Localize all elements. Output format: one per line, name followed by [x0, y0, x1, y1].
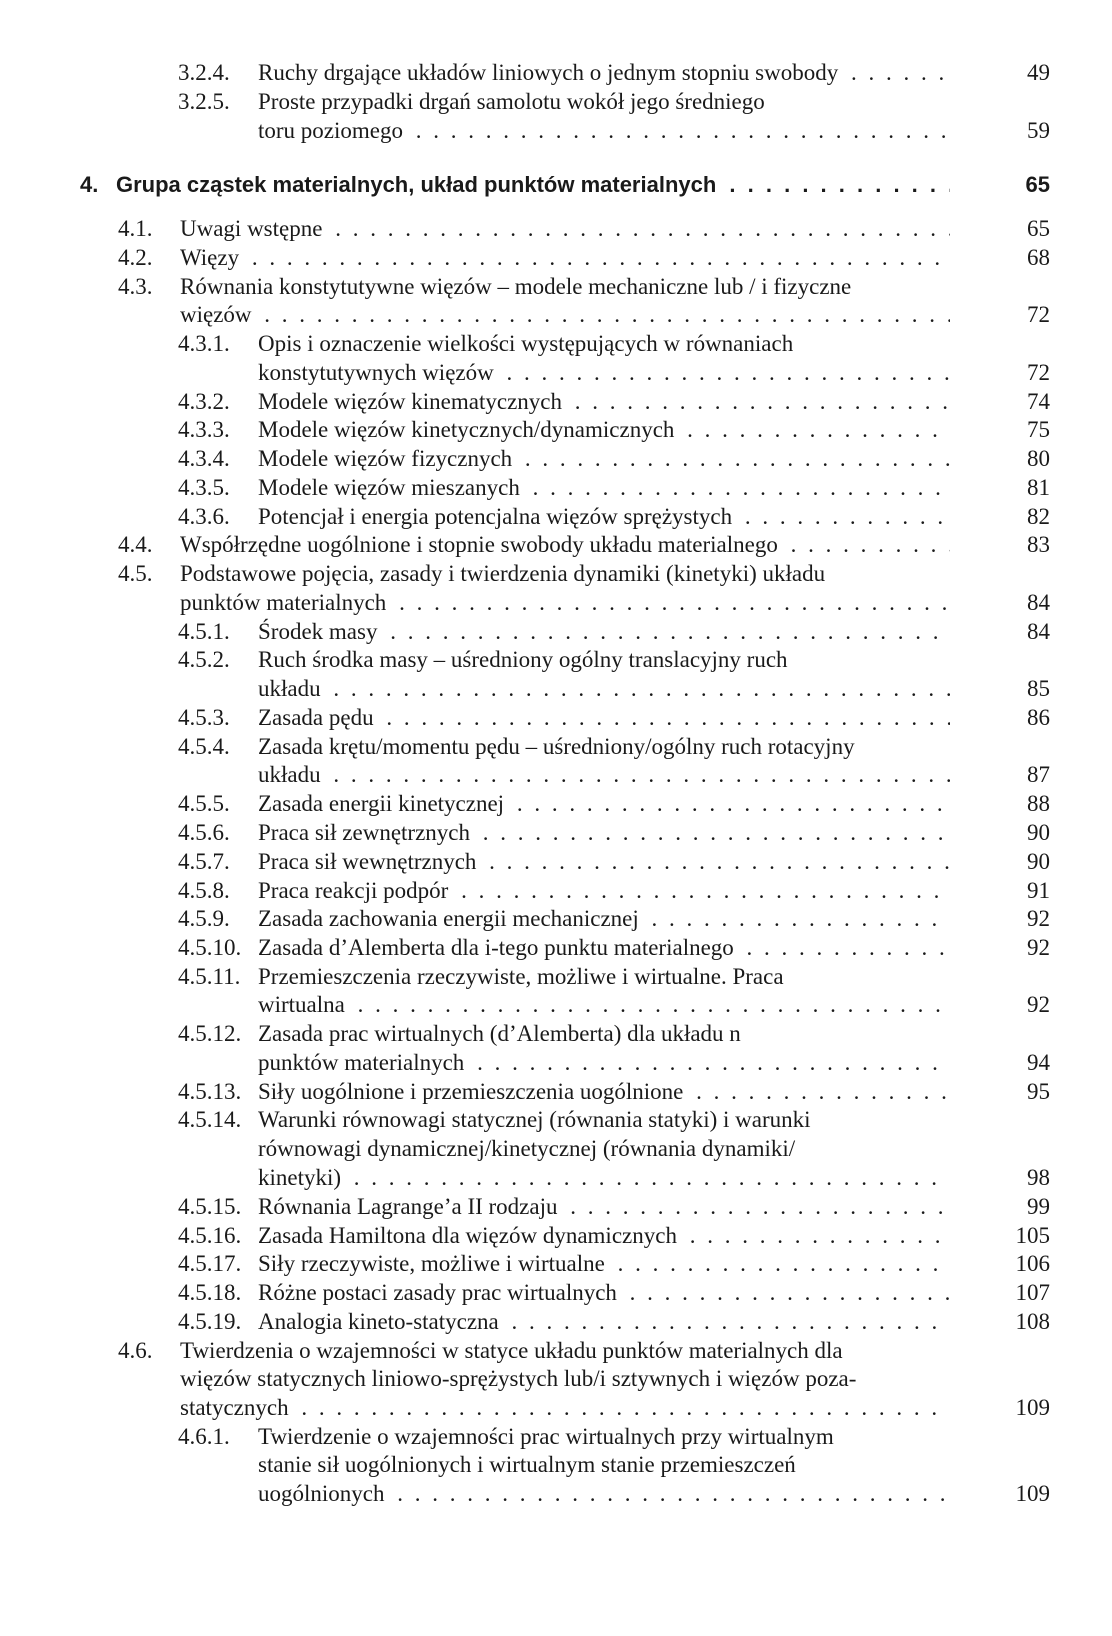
section-number: 4.5.13. — [178, 1079, 242, 1104]
section-number: 4.5. — [118, 561, 153, 586]
page-number: 95 — [1027, 1079, 1050, 1104]
toc-entry[interactable] — [0, 703, 1112, 733]
section-number: 4.5.4. — [178, 734, 230, 759]
page-number: 87 — [1027, 762, 1050, 787]
section-title: uogólnionych . . . — [258, 1479, 950, 1509]
section-title: Więzy . . . — [180, 243, 950, 273]
page-number: 94 — [1027, 1050, 1050, 1075]
section-number: 4.3.1. — [178, 331, 230, 356]
section-title: Równania Lagrange’a II rodzaju . . . — [258, 1192, 950, 1222]
toc-entry[interactable] — [0, 170, 1112, 200]
section-number: 4.5.11. — [178, 964, 241, 989]
section-number: 4.3.5. — [178, 475, 230, 500]
section-number: 4.5.1. — [178, 619, 230, 644]
toc-entry[interactable] — [0, 1019, 1112, 1049]
section-title: Praca sił wewnętrznych . . . — [258, 847, 950, 877]
toc-entry[interactable] — [0, 732, 1112, 762]
toc-entry[interactable] — [0, 87, 1112, 117]
page-number: 92 — [1027, 906, 1050, 931]
page-number: 65 — [1025, 172, 1050, 197]
toc-entry[interactable] — [0, 933, 1112, 963]
toc-entry[interactable] — [0, 1221, 1112, 1251]
page-number: 72 — [1027, 360, 1050, 385]
section-number: 4.5.15. — [178, 1194, 242, 1219]
section-title: Warunki równowagi statycznej (równania statyki) i warunki — [258, 1105, 950, 1135]
toc-entry[interactable] — [0, 58, 1112, 88]
toc-entry[interactable] — [0, 387, 1112, 417]
page-number: 98 — [1027, 1165, 1050, 1190]
section-number: 4.2. — [118, 245, 153, 270]
page-number: 49 — [1027, 60, 1050, 85]
toc-entry[interactable] — [0, 1307, 1112, 1337]
toc-entry[interactable] — [0, 502, 1112, 532]
page-number: 92 — [1027, 935, 1050, 960]
toc-entry[interactable] — [0, 1134, 1112, 1164]
page-number: 81 — [1027, 475, 1050, 500]
toc-entry[interactable] — [0, 473, 1112, 503]
toc-entry[interactable] — [0, 1422, 1112, 1452]
page-number: 106 — [1015, 1251, 1050, 1276]
page-number: 83 — [1027, 532, 1050, 557]
toc-entry[interactable] — [0, 1336, 1112, 1366]
page-number: 109 — [1015, 1481, 1050, 1506]
page-number: 65 — [1027, 216, 1050, 241]
section-number: 4.1. — [118, 216, 153, 241]
section-number: 4.5.18. — [178, 1280, 242, 1305]
toc-entry[interactable] — [0, 617, 1112, 647]
toc-entry[interactable] — [0, 789, 1112, 819]
toc-entry[interactable] — [0, 904, 1112, 934]
section-number: 4.5.7. — [178, 849, 230, 874]
section-title: Grupa cząstek materialnych, układ punktów materialnych . . . — [116, 170, 950, 200]
toc-entry[interactable] — [0, 847, 1112, 877]
section-number: 4.5.6. — [178, 820, 230, 845]
section-number: 4.5.9. — [178, 906, 230, 931]
toc-entry[interactable] — [0, 559, 1112, 589]
toc-entry[interactable] — [0, 300, 1112, 330]
section-number: 4.5.17. — [178, 1251, 242, 1276]
page-number: 91 — [1027, 878, 1050, 903]
section-number: 4.6.1. — [178, 1424, 230, 1449]
section-number: 3.2.5. — [178, 89, 230, 114]
section-title: układu . . . — [258, 674, 950, 704]
page-number: 88 — [1027, 791, 1050, 816]
toc-entry[interactable] — [0, 1249, 1112, 1279]
toc-entry[interactable] — [0, 760, 1112, 790]
section-title: Uwagi wstępne . . . — [180, 214, 950, 244]
page-number: 105 — [1015, 1223, 1050, 1248]
section-number: 4.5.12. — [178, 1021, 242, 1046]
section-title: Twierdzenia o wzajemności w statyce układu punktów materialnych dla — [180, 1336, 950, 1366]
page-number: 80 — [1027, 446, 1050, 471]
section-number: 4. — [80, 172, 99, 197]
section-title: kinetyki) . . . — [258, 1163, 950, 1193]
toc-entry[interactable] — [0, 876, 1112, 906]
section-number: 4.3.2. — [178, 389, 230, 414]
toc-entry[interactable] — [0, 962, 1112, 992]
section-title: toru poziomego . . . — [258, 116, 950, 146]
section-title: punktów materialnych . . . — [258, 1048, 950, 1078]
section-title: Zasada prac wirtualnych (d’Alemberta) dla układu n — [258, 1019, 950, 1049]
section-number: 4.5.2. — [178, 647, 230, 672]
section-title: Ruchy drgające układów liniowych o jednym stopniu swobody . . . — [258, 58, 950, 88]
toc-entry[interactable] — [0, 116, 1112, 146]
section-number: 4.5.19. — [178, 1309, 242, 1334]
page-number: 107 — [1015, 1280, 1050, 1305]
toc-entry[interactable] — [0, 530, 1112, 560]
page-number: 108 — [1015, 1309, 1050, 1334]
section-number: 4.5.8. — [178, 878, 230, 903]
section-title: więzów . . . — [180, 300, 950, 330]
page-number: 90 — [1027, 820, 1050, 845]
section-title: Ruch środka masy – uśredniony ogólny translacyjny ruch — [258, 645, 950, 675]
section-title: Praca reakcji podpór . . . — [258, 876, 950, 906]
section-title: Współrzędne uogólnione i stopnie swobody układu materialnego . . . — [180, 530, 950, 560]
toc-entry[interactable] — [0, 1364, 1112, 1394]
toc-entry[interactable] — [0, 1393, 1112, 1423]
section-title: Różne postaci zasady prac wirtualnych . . . — [258, 1278, 950, 1308]
section-number: 4.3.6. — [178, 504, 230, 529]
section-number: 4.5.10. — [178, 935, 242, 960]
section-number: 3.2.4. — [178, 60, 230, 85]
section-title: Siły rzeczywiste, możliwe i wirtualne . . . — [258, 1249, 950, 1279]
section-title: Zasada zachowania energii mechanicznej . . . — [258, 904, 950, 934]
section-title: Równania konstytutywne więzów – modele mechaniczne lub / i fizyczne — [180, 272, 950, 302]
toc-entry[interactable] — [0, 1163, 1112, 1193]
page-number: 68 — [1027, 245, 1050, 270]
toc-entry[interactable] — [0, 272, 1112, 302]
section-number: 4.5.3. — [178, 705, 230, 730]
section-title: Zasada pędu . . . — [258, 703, 950, 733]
toc-entry[interactable] — [0, 1192, 1112, 1222]
section-title: Podstawowe pojęcia, zasady i twierdzenia dynamiki (kinetyki) układu — [180, 559, 950, 589]
toc-entry[interactable] — [0, 329, 1112, 359]
toc-entry[interactable] — [0, 243, 1112, 273]
section-number: 4.5.14. — [178, 1107, 242, 1132]
section-title: konstytutywnych więzów . . . — [258, 358, 950, 388]
page-number: 92 — [1027, 992, 1050, 1017]
section-title: Modele więzów kinematycznych . . . — [258, 387, 950, 417]
section-title: Zasada energii kinetycznej . . . — [258, 789, 950, 819]
section-title: Modele więzów kinetycznych/dynamicznych . . . — [258, 415, 950, 445]
page-number: 109 — [1015, 1395, 1050, 1420]
page-number: 85 — [1027, 676, 1050, 701]
section-title: Potencjał i energia potencjalna więzów sprężystych . . . — [258, 502, 950, 532]
section-title: równowagi dynamicznej/kinetycznej (równania dynamiki/ — [258, 1134, 950, 1164]
section-number: 4.5.5. — [178, 791, 230, 816]
section-title: Analogia kineto-statyczna . . . — [258, 1307, 950, 1337]
section-title: Zasada Hamiltona dla więzów dynamicznych . . . — [258, 1221, 950, 1251]
section-number: 4.4. — [118, 532, 153, 557]
section-title: Opis i oznaczenie wielkości występujących w równaniach — [258, 329, 950, 359]
toc-entry[interactable] — [0, 1479, 1112, 1509]
section-title: Praca sił zewnętrznych . . . — [258, 818, 950, 848]
page-number: 74 — [1027, 389, 1050, 414]
toc-entry[interactable] — [0, 1278, 1112, 1308]
toc-entry[interactable] — [0, 674, 1112, 704]
section-title: statycznych . . . — [180, 1393, 950, 1423]
section-title: Zasada krętu/momentu pędu – uśredniony/ogólny ruch rotacyjny — [258, 732, 950, 762]
toc-entry[interactable] — [0, 214, 1112, 244]
section-title: Proste przypadki drgań samolotu wokół jego średniego — [258, 87, 950, 117]
section-number: 4.3.3. — [178, 417, 230, 442]
page-number: 72 — [1027, 302, 1050, 327]
toc-entry[interactable] — [0, 444, 1112, 474]
toc-entry[interactable] — [0, 990, 1112, 1020]
page-number: 84 — [1027, 590, 1050, 615]
section-title: Modele więzów mieszanych . . . — [258, 473, 950, 503]
section-title: wirtualna . . . — [258, 990, 950, 1020]
section-title: Środek masy . . . — [258, 617, 950, 647]
section-title: układu . . . — [258, 760, 950, 790]
section-title: Przemieszczenia rzeczywiste, możliwe i wirtualne. Praca — [258, 962, 950, 992]
section-number: 4.3. — [118, 274, 153, 299]
section-title: Siły uogólnione i przemieszczenia uogólnione . . . — [258, 1077, 950, 1107]
section-title: więzów statycznych liniowo-sprężystych lub/i sztywnych i więzów poza- — [180, 1364, 950, 1394]
page-number: 99 — [1027, 1194, 1050, 1219]
page-number: 84 — [1027, 619, 1050, 644]
section-title: punktów materialnych . . . — [180, 588, 950, 618]
toc-entry[interactable] — [0, 1048, 1112, 1078]
section-number: 4.6. — [118, 1338, 153, 1363]
section-title: Modele więzów fizycznych . . . — [258, 444, 950, 474]
section-number: 4.5.16. — [178, 1223, 242, 1248]
section-title: Twierdzenie o wzajemności prac wirtualnych przy wirtualnym — [258, 1422, 950, 1452]
section-number: 4.3.4. — [178, 446, 230, 471]
page-number: 86 — [1027, 705, 1050, 730]
section-title: stanie sił uogólnionych i wirtualnym stanie przemieszczeń — [258, 1450, 950, 1480]
page-number: 82 — [1027, 504, 1050, 529]
toc-entry[interactable] — [0, 818, 1112, 848]
section-title: Zasada d’Alemberta dla i-tego punktu materialnego . . . — [258, 933, 950, 963]
toc-entry[interactable] — [0, 588, 1112, 618]
toc-entry[interactable] — [0, 415, 1112, 445]
toc-entry[interactable] — [0, 1450, 1112, 1480]
toc-entry[interactable] — [0, 645, 1112, 675]
page-number: 75 — [1027, 417, 1050, 442]
toc-entry[interactable] — [0, 358, 1112, 388]
toc-entry[interactable] — [0, 1077, 1112, 1107]
page-number: 59 — [1027, 118, 1050, 143]
toc-entry[interactable] — [0, 1105, 1112, 1135]
page-number: 90 — [1027, 849, 1050, 874]
